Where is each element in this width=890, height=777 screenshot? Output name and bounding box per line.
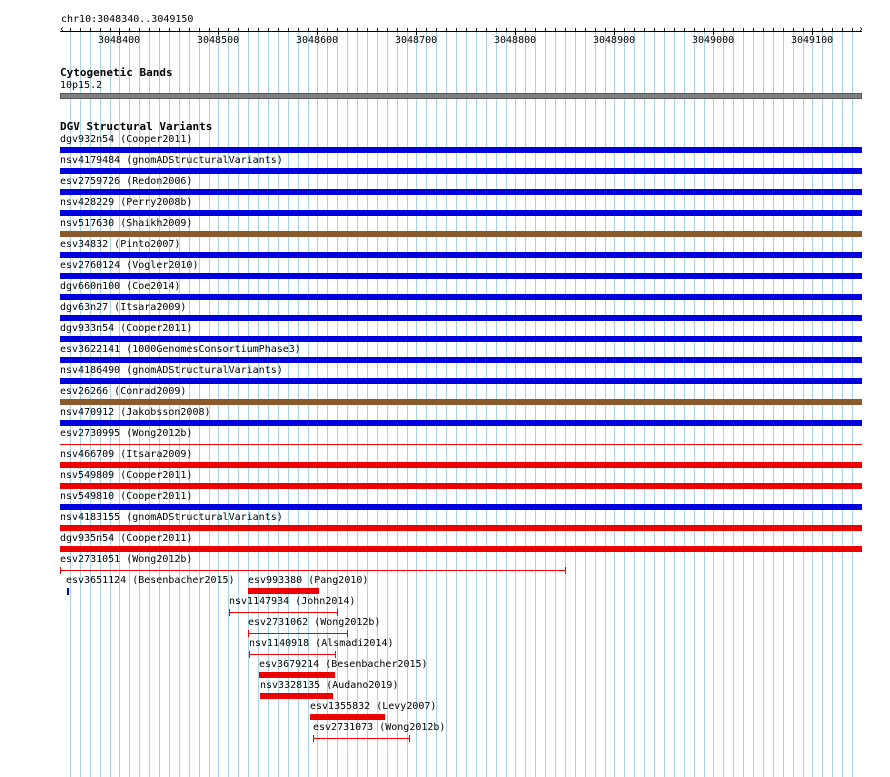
cytoband-track-title: Cytogenetic Bands [60, 66, 173, 79]
ruler-tick-label: 3048400 [98, 35, 141, 46]
ruler-tick-label: 3048500 [197, 35, 240, 46]
variant-bar[interactable] [310, 714, 385, 720]
ruler-tick [337, 28, 338, 32]
ruler-tick [852, 28, 853, 32]
ruler-tick [377, 28, 378, 32]
variant-label: dgv933n54 (Cooper2011) [60, 323, 193, 334]
variant-label: nsv4183155 (gnomADStructuralVariants) [60, 512, 283, 523]
ruler-tick [139, 28, 140, 32]
variant-label: nsv1140918 (Alsmadi2014) [249, 638, 394, 649]
variant-range[interactable] [248, 633, 347, 634]
variant-endcap [248, 630, 249, 637]
ruler-tick [169, 28, 170, 32]
variant-endcap [229, 609, 230, 616]
variant-label: esv2759726 (Redon2006) [60, 176, 193, 187]
ruler-tick [308, 28, 309, 32]
variant-bar[interactable] [60, 444, 862, 445]
ruler-tick [357, 28, 358, 32]
variant-bar[interactable] [60, 504, 862, 510]
ruler-tick [129, 28, 130, 32]
ruler-tick [416, 28, 417, 35]
variant-label: nsv517630 (Shaikh2009) [60, 218, 193, 229]
variant-bar[interactable] [259, 672, 335, 678]
ruler-tick [119, 28, 120, 35]
ruler-label: chr10:3048340..3049150 [61, 14, 194, 25]
ruler-tick [496, 28, 497, 32]
variant-bar[interactable] [60, 336, 862, 342]
dgv-track-title: DGV Structural Variants [60, 120, 213, 133]
ruler-tick [80, 28, 81, 32]
ruler-tick [704, 28, 705, 32]
variant-label: nsv3328135 (Audano2019) [260, 680, 399, 691]
variant-endcap [249, 651, 250, 658]
variant-bar[interactable] [60, 273, 862, 279]
variant-bar[interactable] [60, 147, 862, 153]
ruler-tick [179, 28, 180, 32]
ruler-tick-label: 3048900 [593, 35, 636, 46]
variant-bar[interactable] [60, 420, 862, 426]
ruler-tick [209, 28, 210, 32]
ruler-tick [436, 28, 437, 32]
cytoband-label: 10p15.2 [60, 80, 103, 91]
variant-label: dgv932n54 (Cooper2011) [60, 134, 193, 145]
ruler-tick [783, 28, 784, 32]
variant-bar[interactable] [248, 588, 319, 594]
variant-bar[interactable] [60, 483, 862, 489]
variant-label: dgv63n27 (Itsara2009) [60, 302, 187, 313]
ruler-tick [595, 28, 596, 32]
ruler-tick [70, 28, 71, 32]
ruler-tick [684, 28, 685, 32]
ruler-tick [753, 28, 754, 32]
ruler-tick-label: 3048600 [296, 35, 339, 46]
variant-endcap [313, 735, 314, 742]
ruler-tick [644, 28, 645, 32]
ruler-tick [674, 28, 675, 32]
ruler-tick [466, 28, 467, 32]
ruler-tick [149, 28, 150, 32]
variant-bar[interactable] [60, 189, 862, 195]
cytoband-bar[interactable] [60, 93, 862, 99]
variant-endcap [337, 609, 338, 616]
ruler-tick [822, 28, 823, 32]
variant-bar[interactable] [60, 357, 862, 363]
ruler-tick [159, 28, 160, 32]
ruler-tick [803, 28, 804, 32]
ruler-tick [842, 28, 843, 32]
variant-bar[interactable] [60, 525, 862, 531]
ruler-tick [397, 28, 398, 32]
ruler-tick [743, 28, 744, 32]
variant-label: esv2731062 (Wong2012b) [248, 617, 381, 628]
ruler-tick [486, 28, 487, 32]
variant-label: esv34832 (Pinto2007) [60, 239, 181, 250]
variant-label: esv2730995 (Wong2012b) [60, 428, 193, 439]
ruler-tick [535, 28, 536, 32]
ruler-tick [832, 28, 833, 32]
variant-range[interactable] [249, 654, 335, 655]
ruler-tick [100, 28, 101, 32]
ruler-tick [189, 28, 190, 32]
ruler-tick [694, 28, 695, 32]
ruler-tick-label: 3048700 [395, 35, 438, 46]
ruler-tick [476, 28, 477, 32]
ruler-tick [545, 28, 546, 32]
variant-endcap [409, 735, 410, 742]
variant-endcap [347, 630, 348, 637]
ruler-tick [199, 28, 200, 32]
ruler-tick [713, 28, 714, 35]
variant-bar[interactable] [260, 693, 333, 699]
ruler-tick [90, 28, 91, 32]
ruler-tick [614, 28, 615, 35]
ruler-tick [288, 28, 289, 32]
ruler-tick-label: 3049100 [791, 35, 834, 46]
variant-label: esv3651124 (Besenbacher2015) [66, 575, 235, 586]
ruler-tick [347, 28, 348, 32]
ruler-tick [515, 28, 516, 35]
ruler-tick [605, 28, 606, 32]
variant-endcap [60, 567, 61, 574]
ruler-tick [575, 28, 576, 32]
ruler-tick [298, 28, 299, 32]
variant-bar[interactable] [60, 252, 862, 258]
ruler-tick [733, 28, 734, 32]
variant-label: nsv428229 (Perry2008b) [60, 197, 193, 208]
ruler-tick [258, 28, 259, 32]
ruler-tick [812, 28, 813, 35]
variant-label: esv993380 (Pang2010) [248, 575, 369, 586]
ruler-tick [624, 28, 625, 32]
variant-endcap [335, 651, 336, 658]
ruler-arrow-right-icon: › [858, 24, 865, 35]
ruler-tick [664, 28, 665, 32]
variant-bar[interactable] [60, 546, 862, 552]
variant-label: esv26266 (Conrad2009) [60, 386, 187, 397]
variant-range[interactable] [313, 738, 409, 739]
variant-label: nsv466709 (Itsara2009) [60, 449, 193, 460]
ruler-tick [218, 28, 219, 35]
ruler-tick [238, 28, 239, 32]
ruler-tick [248, 28, 249, 32]
variant-label: esv2760124 (Vogler2010) [60, 260, 199, 271]
variant-bar[interactable] [60, 462, 862, 468]
variant-bar[interactable] [60, 168, 862, 174]
ruler-tick [407, 28, 408, 32]
variant-bar[interactable] [60, 231, 862, 237]
variant-label: nsv4179484 (gnomADStructuralVariants) [60, 155, 283, 166]
variant-label: nsv4186490 (gnomADStructuralVariants) [60, 365, 283, 376]
variant-label: esv3622141 (1000GenomesConsortiumPhase3) [60, 344, 301, 355]
variant-bar[interactable] [60, 399, 862, 405]
ruler-tick [278, 28, 279, 32]
ruler-tick [634, 28, 635, 32]
ruler-tick [446, 28, 447, 32]
ruler-tick [585, 28, 586, 32]
ruler-tick [565, 28, 566, 32]
ruler-tick [773, 28, 774, 32]
ruler-axis [60, 31, 862, 32]
ruler-tick [506, 28, 507, 32]
ruler-arrow-left-icon: ‹ [59, 24, 66, 35]
ruler-tick-label: 3048800 [494, 35, 537, 46]
variant-label: nsv1147934 (John2014) [229, 596, 356, 607]
variant-endcap [565, 567, 566, 574]
ruler-tick [793, 28, 794, 32]
variant-bar[interactable] [60, 378, 862, 384]
variant-bar[interactable] [60, 315, 862, 321]
variant-range[interactable] [60, 570, 565, 571]
ruler-tick [426, 28, 427, 32]
ruler-tick [525, 28, 526, 32]
ruler-tick [228, 28, 229, 32]
variant-label: esv2731073 (Wong2012b) [313, 722, 446, 733]
variant-label: esv2731051 (Wong2012b) [60, 554, 193, 565]
variant-label: nsv549809 (Cooper2011) [60, 470, 193, 481]
ruler-tick [110, 28, 111, 32]
variant-bar[interactable] [60, 210, 862, 216]
variant-label: esv1355832 (Levy2007) [310, 701, 437, 712]
variant-label: dgv935n54 (Cooper2011) [60, 533, 193, 544]
variant-range[interactable] [229, 612, 337, 613]
ruler-tick [387, 28, 388, 32]
variant-bar[interactable] [60, 294, 862, 300]
variant-label: nsv549810 (Cooper2011) [60, 491, 193, 502]
variant-bar[interactable] [67, 588, 69, 595]
variant-label: dgv660n100 (Coe2014) [60, 281, 181, 292]
ruler-tick [327, 28, 328, 32]
ruler-tick [723, 28, 724, 32]
ruler-tick [763, 28, 764, 32]
ruler-tick [367, 28, 368, 32]
ruler-tick [317, 28, 318, 35]
ruler-tick [654, 28, 655, 32]
variant-label: esv3679214 (Besenbacher2015) [259, 659, 428, 670]
ruler-tick [555, 28, 556, 32]
ruler-tick-label: 3049000 [692, 35, 735, 46]
variant-label: nsv470912 (Jakobsson2008) [60, 407, 211, 418]
ruler-tick [456, 28, 457, 32]
ruler-tick [268, 28, 269, 32]
